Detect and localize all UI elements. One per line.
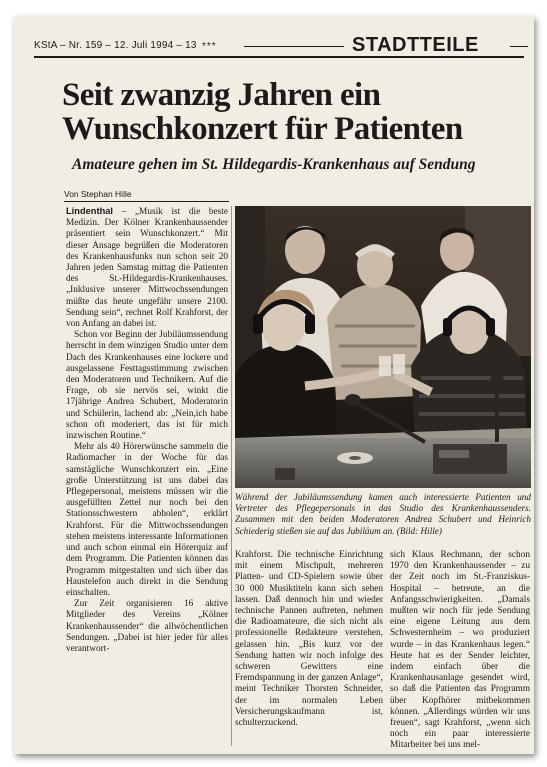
article-paragraph: Krahforst. Die technische Einrichtung mit einem Mischpult, mehreren Platten- und CD-Spielern sowie über 30 000 Musiktiteln kann sich sehen lassen. Daß dennoch hin und wieder technische Pannen auftreten, nehmen die Radioamateure, die sich nicht als professionelle Redakteure verstehen, gelassen hin. „Bis kurz vor der Sendung hatten wir noch infolge des schweren Gewitters eine Fremdspannung in der ganzen Anlage“, meint Techniker Thorsten Schneider, der im normalen Leben Versicherungskaufmann ist, schulterzuckend.	[235, 550, 383, 729]
studio-photo	[235, 206, 531, 488]
issue-info: KStA – Nr. 159 – 12. Juli 1994 – 13	[34, 40, 197, 51]
dateline: Lindenthal	[66, 206, 113, 216]
headline	[62, 78, 532, 146]
issue-stars: ***	[202, 41, 217, 52]
section-title: STADTTEILE	[352, 34, 479, 56]
subheadline: Amateure gehen im St. Hildegardis-Krankenhaus auf Sendung	[72, 156, 476, 173]
article-paragraph: Schon vor Beginn der Jubiläumssendung herrscht in dem winzigen Studio unter dem Dach des Krankenhauses eine lockere und ausgelassene Festtagsstimmung zwischen den Moderatoren und Technikern. Auf die Frage, ob sie nervös sei, winkt die 17jährige Andrea Schubert, Moderatorin und Schülerin, lachend ab: „Nein,ich habe schon oft moderiert, das ist für mich inzwischen Routine.“	[66, 330, 228, 442]
masthead-line	[244, 46, 344, 47]
masthead-rule	[34, 56, 524, 58]
masthead	[34, 34, 524, 58]
article-column-2	[235, 550, 383, 750]
headline-line-1: Seit zwanzig Jahren ein	[62, 77, 381, 113]
article-paragraph: Mehr als 40 Hörerwünsche sammeln die Radiomacher in der Woche für das samstägliche Wunschkonzert ein. „Eine große Unterstützung ist uns dabei das Pflegepersonal, meistens müssen wir die ausgefüllten Zettel nur noch bei den Stationsschwestern abholen“, erklärt Krahforst. Für die Mittwochssendungen stehen meistens interessante Informationen und auch schon einmal ein Hörerquiz auf dem Programm. Die Patienten können das Programm mitgestalten und sich über das Haustelefon auch direkt in die Sendung einschalten.	[66, 442, 228, 598]
studio-photo-illustration	[235, 206, 531, 488]
column-divider	[231, 206, 232, 746]
byline: Von Stephan Hille	[64, 189, 132, 199]
article-column-1	[66, 206, 228, 751]
headline-line-2: Wunschkonzert für Patienten	[62, 111, 463, 147]
article-paragraph: sich Klaus Rechmann, der schon 1970 den Krankenhaussender – zu der Zeit noch im St.-Franziskus-Hospital – betreute, an die Anfangsschwierigkeiten. „Damals mußten wir noch für jede Sendung eine eigene Leitung aus dem Schwesternheim – wo produziert wurde – in das Krankenhaus legen.“ Heute hat es der Sender leichter, indem einfach über die Krankenhausanlage gesendet wird, so daß die Patienten das Programm über Kopfhörer mitbekommen können. „Allerdings würden wir uns freuen“, sagt Krahforst, „wenn sich noch ein paar interessierte Mitarbeiter bei uns mel-	[390, 550, 530, 751]
article-paragraph: Zur Zeit organisieren 16 aktive Mitglieder des Vereins „Kölner Krankenhaussender“ die allwöchentlichen Sendungen. „Dabei ist hier jeder für alles verantwort-	[66, 599, 228, 654]
newspaper-clipping	[14, 16, 534, 754]
photo-caption: Während der Jubiläumssendung kamen auch interessierte Patienten und Vertreter des Pflegepersonals in das Studio des Krankenhaussenders. Zusammen mit den beiden Moderatoren Andrea Schubert und Heinrich Schiederig stießen sie auf das Jubiläum an. (Bild: Hille)	[235, 492, 531, 536]
article-paragraph: Lindenthal – „Musik ist die beste Medizin. Der Kölner Krankenhaussender präsentiert sein Wunschkonzert.“ Mit dieser Ansage begrüßen die Moderatoren des Krankenhausfunks nun schon seit 20 Jahren jeden Samstag mittag die Patienten des St.-Hildegardis-Krankenhauses. „Inklusive unserer Mittwochssendungen müßte das heute ungefähr unsere 2100. Sendung sein“, rechnet Rolf Krahforst, der von Anfang an dabei ist.	[66, 206, 228, 330]
byline-rule	[64, 201, 229, 202]
masthead-end-line	[510, 46, 528, 47]
article-column-3	[390, 550, 530, 750]
